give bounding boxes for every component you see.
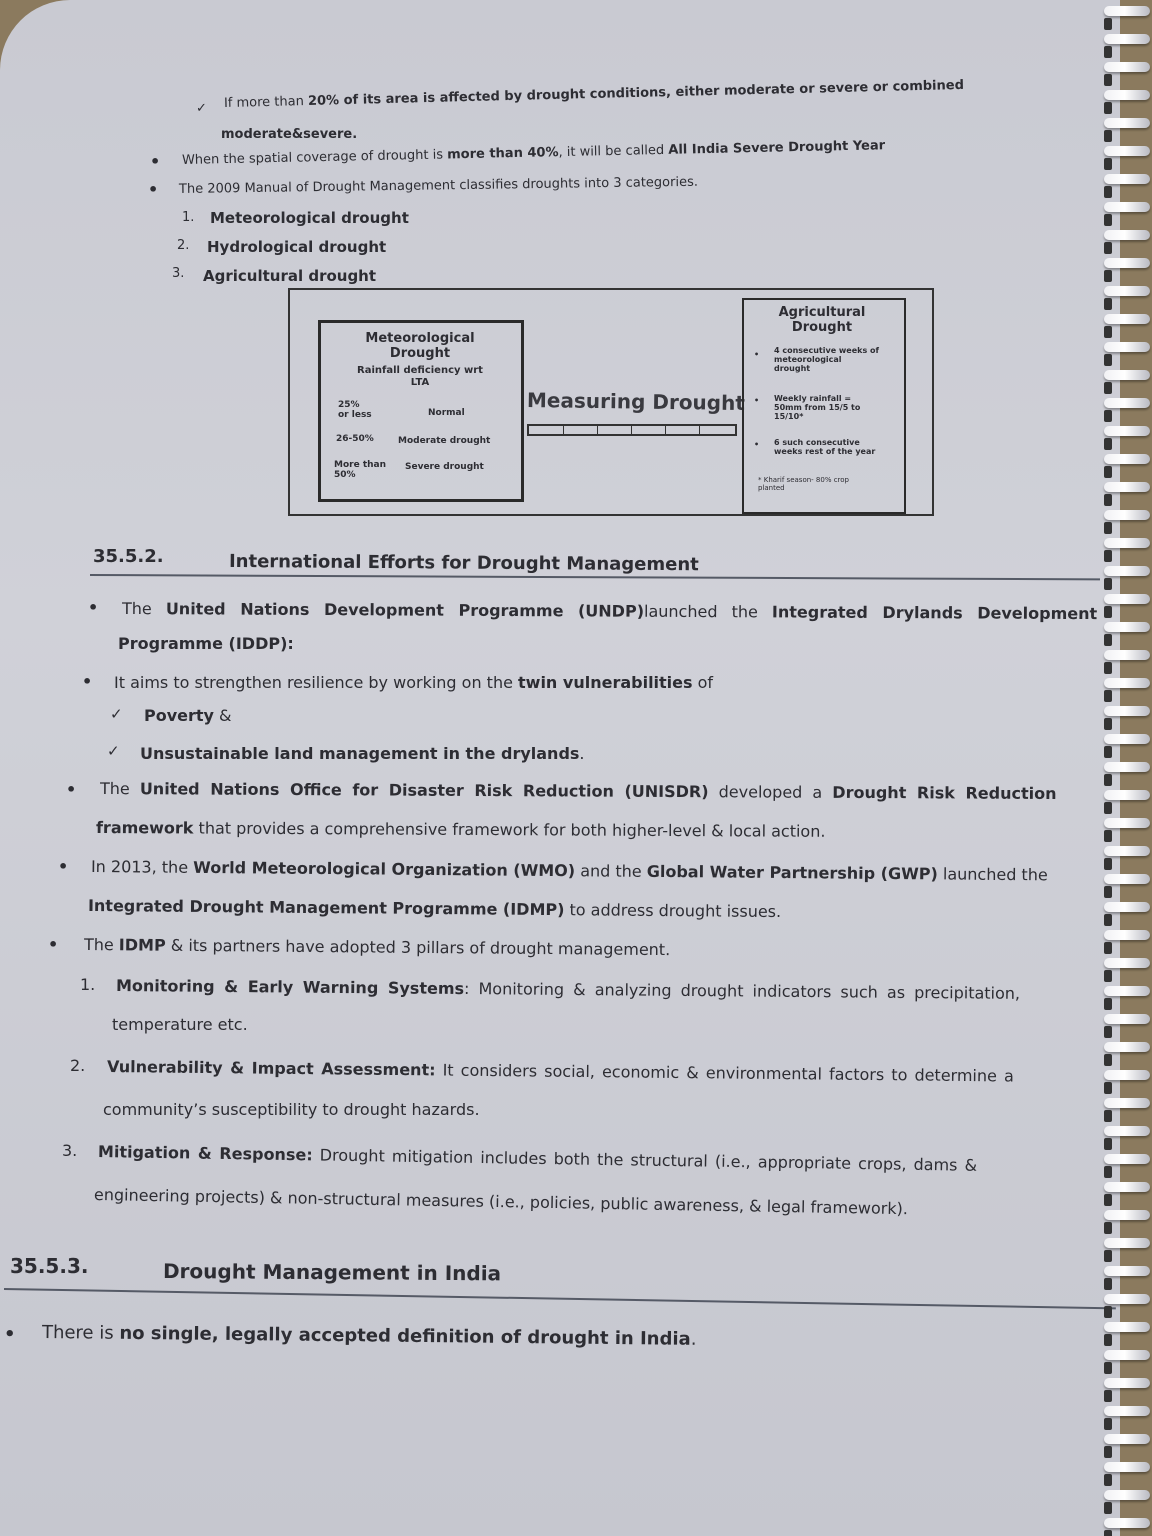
met-range: More than 50% xyxy=(334,460,387,481)
binding-hole xyxy=(1104,102,1112,114)
binding-hole xyxy=(1104,270,1112,282)
section-number: 35.5.3. xyxy=(10,1254,89,1278)
binding-hole xyxy=(1104,1390,1112,1402)
agri-criterion: 4 consecutive weeks of meteorological drought xyxy=(774,346,879,374)
category-number: 1. xyxy=(182,210,195,225)
binding-hole xyxy=(1104,494,1112,506)
idmp-text: Integrated Drought Management Programme (IDMP) to address drought issues. xyxy=(87,896,782,922)
agri-note: * Kharif season- 80% crop planted xyxy=(758,476,849,493)
spiral-coil xyxy=(1104,818,1150,828)
binding-hole xyxy=(1104,1446,1112,1458)
spiral-coil xyxy=(1104,1014,1150,1024)
category-label: Agricultural drought xyxy=(203,267,377,285)
binding-hole xyxy=(1104,578,1112,590)
binding-hole xyxy=(1104,214,1112,226)
spiral-coil xyxy=(1104,1042,1150,1052)
spiral-coil xyxy=(1104,538,1150,548)
bullet-icon: • xyxy=(66,780,77,799)
spiral-coil xyxy=(1104,62,1150,72)
pillar-text: Monitoring & Early Warning Systems: Monitoring & analyzing drought indicators such as precipitation, xyxy=(115,976,1021,1003)
binding-hole xyxy=(1104,746,1112,758)
section-number: 35.5.2. xyxy=(93,546,164,567)
binding-hole xyxy=(1104,1306,1112,1318)
pillars-intro: The IDMP & its partners have adopted 3 pillars of drought management. xyxy=(83,935,671,960)
met-range: 26-50% xyxy=(336,434,374,444)
spiral-coil xyxy=(1104,1238,1150,1248)
spiral-coil xyxy=(1104,398,1150,408)
pillar-number: 1. xyxy=(80,975,96,994)
binding-hole xyxy=(1104,1138,1112,1150)
pillar-text: Vulnerability & Impact Assessment: It considers social, economic & environmental factors to determine a xyxy=(106,1057,1014,1086)
binding-hole xyxy=(1104,1194,1112,1206)
category-number: 2. xyxy=(177,238,190,253)
spiral-coil xyxy=(1104,314,1150,324)
spiral-coil xyxy=(1104,230,1150,240)
pillar-number: 2. xyxy=(70,1056,86,1075)
bullet-icon: • xyxy=(58,857,69,876)
spiral-coil xyxy=(1104,1266,1150,1276)
binding-hole xyxy=(1104,466,1112,478)
binding-hole xyxy=(1104,1362,1112,1374)
binding-hole xyxy=(1104,382,1112,394)
bullet-icon: • xyxy=(754,440,760,449)
section-title: Drought Management in India xyxy=(162,1259,502,1286)
binding-hole xyxy=(1104,550,1112,562)
binding-hole xyxy=(1104,1278,1112,1290)
agri-title: Agricultural Drought xyxy=(778,305,866,335)
spiral-coil xyxy=(1104,1490,1150,1500)
binding-hole xyxy=(1104,158,1112,170)
binding-hole xyxy=(1104,1502,1112,1514)
spiral-binding xyxy=(1100,0,1152,1536)
spiral-coil xyxy=(1104,902,1150,912)
spiral-coil xyxy=(1104,790,1150,800)
met-level: Moderate drought xyxy=(398,436,491,446)
category-label: Meteorological drought xyxy=(210,209,409,227)
spiral-coil xyxy=(1104,1462,1150,1472)
binding-hole xyxy=(1104,886,1112,898)
vulnerability-item: Poverty & xyxy=(144,706,232,725)
spiral-coil xyxy=(1104,1406,1150,1416)
binding-hole xyxy=(1104,662,1112,674)
section-title: International Efforts for Drought Management xyxy=(228,551,699,576)
binding-hole xyxy=(1104,830,1112,842)
spiral-coil xyxy=(1104,706,1150,716)
spiral-coil xyxy=(1104,342,1150,352)
binding-hole xyxy=(1104,1530,1112,1536)
spiral-coil xyxy=(1104,34,1150,44)
spiral-coil xyxy=(1104,622,1150,632)
section-rule xyxy=(4,1288,1116,1309)
binding-hole xyxy=(1104,718,1112,730)
binding-hole xyxy=(1104,522,1112,534)
binding-hole xyxy=(1104,1166,1112,1178)
pillar-text-2: temperature etc. xyxy=(112,1015,248,1034)
bullet-icon: • xyxy=(754,396,760,405)
binding-hole xyxy=(1104,74,1112,86)
binding-hole xyxy=(1104,1418,1112,1430)
spiral-coil xyxy=(1104,650,1150,660)
binding-hole xyxy=(1104,1222,1112,1234)
binding-hole xyxy=(1104,970,1112,982)
pillar-text: Mitigation & Response: Drought mitigation includes both the structural (i.e., appropriate crops, dams & xyxy=(97,1142,978,1175)
pillar-text-2: engineering projects) & non-structural measures (i.e., policies, public awareness, & legal framework). xyxy=(93,1185,909,1219)
undp-text: The United Nations Development Programme (UNDP)launched the Integrated Drylands Development xyxy=(121,599,1098,624)
spiral-coil xyxy=(1104,510,1150,520)
spiral-coil xyxy=(1104,930,1150,940)
bullet-icon: • xyxy=(88,598,99,617)
met-subtitle: Rainfall deficiency wrt LTA xyxy=(357,365,483,388)
binding-hole xyxy=(1104,1026,1112,1038)
unisdr-text: The United Nations Office for Disaster Risk Reduction (UNISDR) developed a Drought Risk Reduction xyxy=(99,779,1057,804)
spiral-coil xyxy=(1104,1126,1150,1136)
spiral-coil xyxy=(1104,1518,1150,1528)
bullet-icon: • xyxy=(148,180,159,199)
binding-hole xyxy=(1104,914,1112,926)
binding-hole xyxy=(1104,130,1112,142)
spiral-coil xyxy=(1104,1322,1150,1332)
binding-hole xyxy=(1104,998,1112,1010)
category-label: Hydrological drought xyxy=(207,238,387,256)
spiral-coil xyxy=(1104,594,1150,604)
binding-hole xyxy=(1104,186,1112,198)
spiral-coil xyxy=(1104,678,1150,688)
binding-hole xyxy=(1104,354,1112,366)
binding-hole xyxy=(1104,690,1112,702)
criteria-line-1: If more than 20% of its area is affected by drought conditions, either moderate or severe or combined xyxy=(223,77,965,111)
binding-hole xyxy=(1104,1082,1112,1094)
spiral-coil xyxy=(1104,1294,1150,1304)
binding-hole xyxy=(1104,18,1112,30)
india-definition-text: There is no single, legally accepted definition of drought in India. xyxy=(41,1322,697,1350)
spiral-coil xyxy=(1104,762,1150,772)
agri-criterion: 6 such consecutive weeks rest of the year xyxy=(774,438,876,457)
binding-hole xyxy=(1104,438,1112,450)
spatial-coverage-text: When the spatial coverage of drought is more than 40%, it will be called All India Severe Drought Year xyxy=(181,138,886,168)
binding-hole xyxy=(1104,46,1112,58)
spiral-coil xyxy=(1104,286,1150,296)
spiral-coil xyxy=(1104,1350,1150,1360)
pillar-number: 3. xyxy=(62,1141,78,1160)
binding-hole xyxy=(1104,298,1112,310)
binding-hole xyxy=(1104,410,1112,422)
spiral-coil xyxy=(1104,958,1150,968)
spiral-coil xyxy=(1104,1378,1150,1388)
binding-hole xyxy=(1104,326,1112,338)
binding-hole xyxy=(1104,634,1112,646)
binding-hole xyxy=(1104,1250,1112,1262)
criteria-line-2: moderate&severe. xyxy=(221,127,358,142)
binding-hole xyxy=(1104,1334,1112,1346)
binding-hole xyxy=(1104,242,1112,254)
bullet-icon: • xyxy=(82,672,93,691)
bullet-icon: • xyxy=(754,350,760,359)
bullet-icon: • xyxy=(48,935,59,954)
spiral-coil xyxy=(1104,1434,1150,1444)
binding-hole xyxy=(1104,1110,1112,1122)
agri-criterion: Weekly rainfall = 50mm from 15/5 to 15/10* xyxy=(774,394,861,422)
spiral-coil xyxy=(1104,426,1150,436)
checkmark-icon: ✓ xyxy=(196,101,207,116)
pillar-text-2: community’s susceptibility to drought hazards. xyxy=(103,1100,480,1119)
met-level: Severe drought xyxy=(405,462,484,472)
manual-text: The 2009 Manual of Drought Management classifies droughts into 3 categories. xyxy=(178,174,699,197)
wmo-text: In 2013, the World Meteorological Organization (WMO) and the Global Water Partnership (GWP) launched the xyxy=(90,857,1048,885)
spiral-coil xyxy=(1104,986,1150,996)
spiral-coil xyxy=(1104,1070,1150,1080)
spiral-coil xyxy=(1104,370,1150,380)
measuring-drought-title: Measuring Drought xyxy=(526,388,746,416)
spiral-coil xyxy=(1104,1098,1150,1108)
iddp-label: Programme (IDDP): xyxy=(118,634,294,653)
spiral-coil xyxy=(1104,90,1150,100)
binding-hole xyxy=(1104,1054,1112,1066)
unisdr-text-2: framework that provides a comprehensive framework for both higher-level & local action. xyxy=(95,818,826,841)
checkmark-icon: ✓ xyxy=(110,705,123,723)
category-number: 3. xyxy=(172,266,185,281)
spiral-coil xyxy=(1104,1210,1150,1220)
binding-hole xyxy=(1104,1474,1112,1486)
spiral-coil xyxy=(1104,118,1150,128)
bullet-icon: • xyxy=(150,152,161,171)
met-range: 25% or less xyxy=(338,400,372,421)
binding-hole xyxy=(1104,606,1112,618)
vulnerability-item: Unsustainable land management in the drylands. xyxy=(140,744,585,763)
spiral-coil xyxy=(1104,146,1150,156)
spiral-coil xyxy=(1104,1154,1150,1164)
checkmark-icon: ✓ xyxy=(107,742,120,760)
binding-hole xyxy=(1104,858,1112,870)
bullet-icon: • xyxy=(4,1324,16,1345)
spiral-coil xyxy=(1104,454,1150,464)
spiral-coil xyxy=(1104,6,1150,16)
spiral-coil xyxy=(1104,846,1150,856)
met-level: Normal xyxy=(428,408,465,418)
spiral-coil xyxy=(1104,482,1150,492)
spiral-coil xyxy=(1104,174,1150,184)
binding-hole xyxy=(1104,774,1112,786)
met-title: Meteorological Drought xyxy=(365,331,475,361)
iddp-aim-text: It aims to strengthen resilience by working on the twin vulnerabilities of xyxy=(114,673,714,692)
spiral-coil xyxy=(1104,202,1150,212)
spiral-coil xyxy=(1104,874,1150,884)
spiral-coil xyxy=(1104,1182,1150,1192)
spiral-coil xyxy=(1104,258,1150,268)
binding-hole xyxy=(1104,802,1112,814)
binding-hole xyxy=(1104,942,1112,954)
spiral-coil xyxy=(1104,734,1150,744)
measuring-scale-bar xyxy=(527,424,737,436)
spiral-coil xyxy=(1104,566,1150,576)
